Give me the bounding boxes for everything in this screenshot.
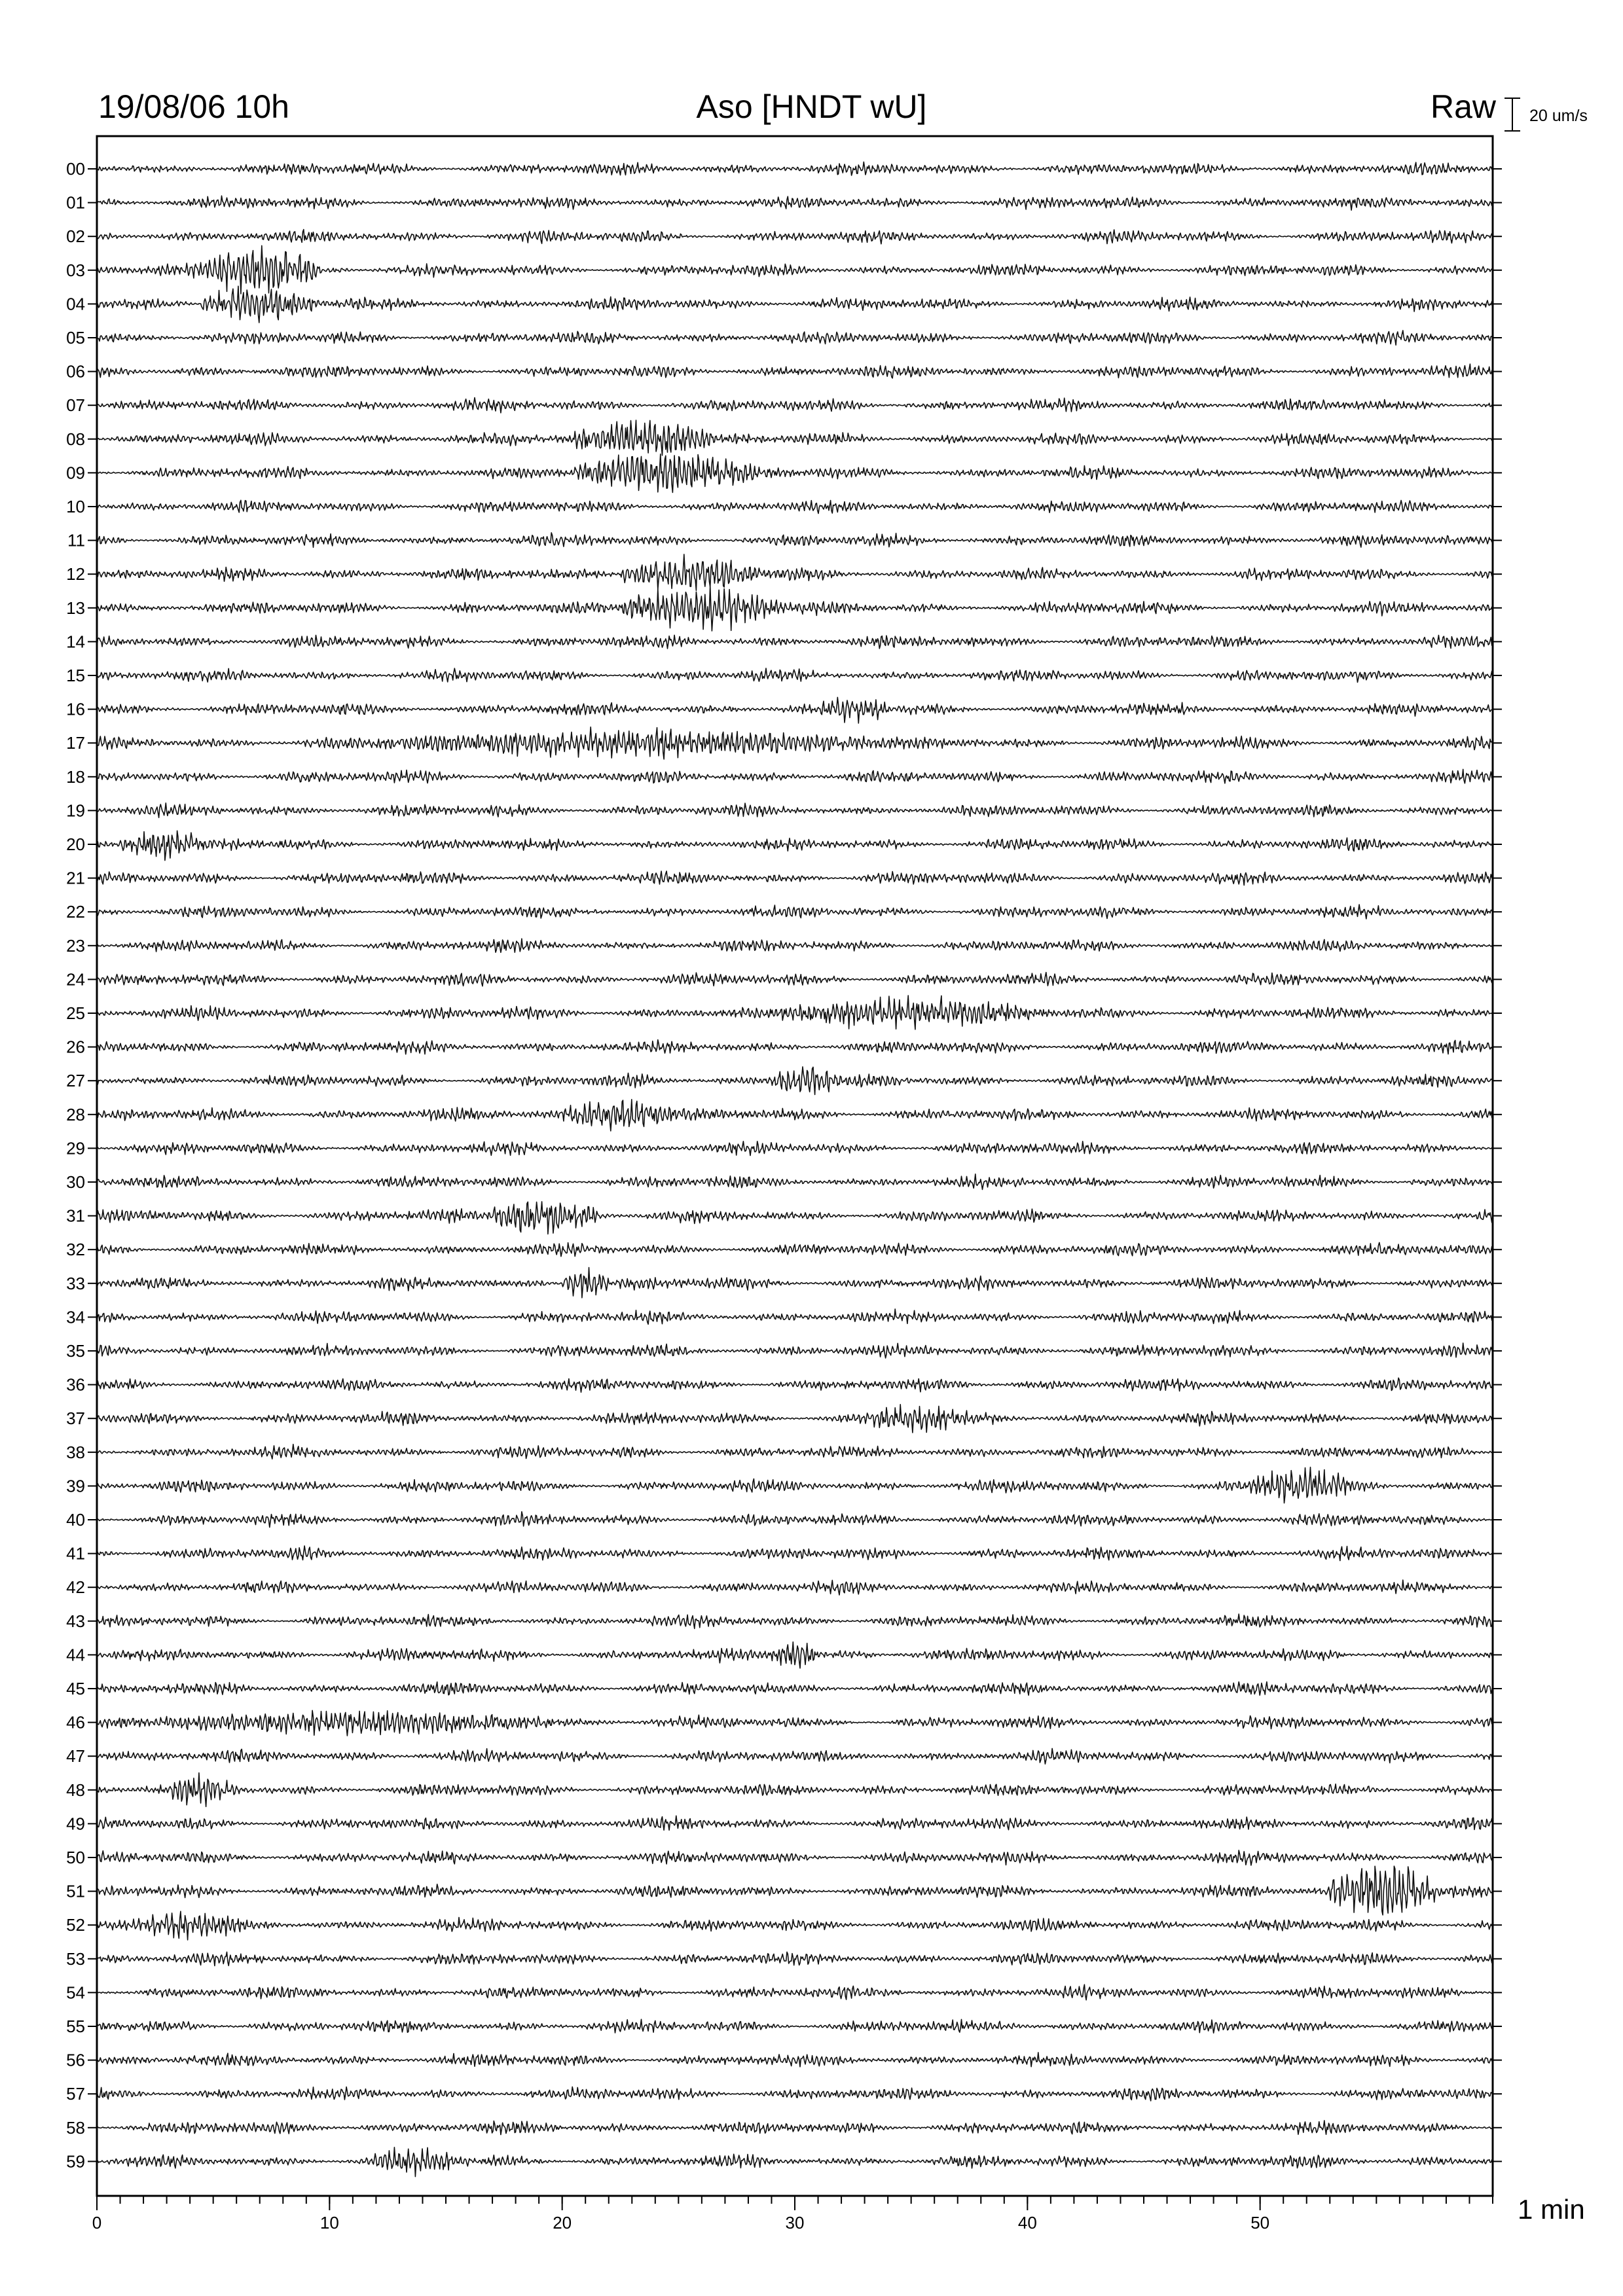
trace-59: [97, 2147, 1493, 2177]
row-label: 15: [66, 666, 85, 685]
row-label: 43: [66, 1611, 85, 1631]
trace-09: [97, 454, 1493, 493]
trace-29: [97, 1141, 1493, 1156]
trace-07: [97, 398, 1493, 413]
row-label: 51: [66, 1881, 85, 1901]
row-label: 46: [66, 1712, 85, 1732]
trace-31: [97, 1202, 1493, 1234]
row-label: 37: [66, 1408, 85, 1429]
row-label: 41: [66, 1543, 85, 1564]
trace-38: [97, 1444, 1493, 1459]
row-label: 59: [66, 2151, 85, 2172]
scale-bar: [1504, 98, 1520, 131]
row-label: 05: [66, 328, 85, 348]
trace-00: [97, 162, 1493, 175]
trace-23: [97, 939, 1493, 952]
trace-49: [97, 1816, 1493, 1830]
row-label: 11: [67, 530, 85, 550]
row-label: 50: [66, 1848, 85, 1867]
trace-37: [97, 1405, 1493, 1433]
row-label: 33: [66, 1273, 85, 1293]
trace-40: [97, 1512, 1493, 1528]
row-label: 35: [66, 1341, 85, 1361]
row-label: 07: [66, 395, 85, 416]
trace-14: [97, 635, 1493, 649]
trace-58: [97, 2121, 1493, 2135]
row-label: 34: [66, 1307, 85, 1327]
row-label: 10: [66, 497, 85, 516]
row-label: 31: [66, 1206, 85, 1226]
row-label: 40: [66, 1510, 85, 1530]
row-label: 32: [66, 1240, 85, 1260]
trace-33: [97, 1268, 1493, 1298]
trace-28: [97, 1100, 1493, 1131]
row-label: 18: [66, 766, 85, 787]
row-label: 17: [66, 733, 85, 753]
row-label: 26: [66, 1037, 85, 1057]
row-label: 47: [66, 1746, 85, 1767]
trace-46: [97, 1710, 1493, 1736]
trace-56: [97, 2053, 1493, 2067]
trace-20: [97, 831, 1493, 860]
row-label: 04: [66, 294, 85, 314]
row-label: 30: [66, 1172, 85, 1192]
row-label: 54: [66, 1982, 85, 2003]
trace-03: [97, 245, 1493, 294]
row-label: 42: [66, 1577, 85, 1598]
trace-25: [97, 996, 1493, 1030]
row-label: 45: [66, 1679, 85, 1698]
row-label: 21: [66, 868, 85, 888]
row-label: 56: [66, 2050, 85, 2070]
trace-42: [97, 1580, 1493, 1595]
row-label: 20: [66, 834, 85, 854]
trace-45: [97, 1682, 1493, 1696]
trace-22: [97, 905, 1493, 919]
trace-16: [97, 697, 1493, 723]
trace-30: [97, 1174, 1493, 1190]
x-tick-label: 50: [1250, 2213, 1270, 2233]
trace-group: [97, 162, 1493, 2176]
row-label: 13: [66, 598, 85, 618]
row-label: 03: [66, 260, 85, 280]
trace-12: [97, 554, 1493, 590]
trace-43: [97, 1614, 1493, 1628]
row-label: 28: [66, 1104, 85, 1124]
plot-datetime: 19/08/06 10h: [98, 88, 289, 125]
trace-01: [97, 196, 1493, 210]
row-label: 22: [66, 902, 85, 922]
row-label: 23: [66, 935, 85, 956]
trace-47: [97, 1748, 1493, 1764]
row-label: 24: [66, 969, 85, 990]
row-label: 58: [66, 2117, 85, 2138]
trace-54: [97, 1984, 1493, 2000]
row-label: 29: [66, 1138, 85, 1158]
trace-15: [97, 668, 1493, 683]
trace-48: [97, 1773, 1493, 1807]
row-label: 38: [66, 1442, 85, 1462]
trace-52: [97, 1911, 1493, 1940]
trace-36: [97, 1378, 1493, 1392]
row-label: 49: [66, 1814, 85, 1834]
trace-50: [97, 1850, 1493, 1865]
trace-17: [97, 727, 1493, 759]
row-label: 39: [66, 1476, 85, 1496]
x-tick-label: 10: [319, 2213, 339, 2233]
row-label: 57: [66, 2084, 85, 2104]
x-tick-label: 40: [1017, 2213, 1037, 2233]
row-label: 09: [66, 463, 85, 483]
x-tick-label: 30: [785, 2213, 805, 2233]
row-label: 16: [66, 699, 85, 719]
trace-21: [97, 871, 1493, 886]
trace-11: [97, 533, 1493, 547]
plot-title: Aso [HNDT wU]: [696, 88, 927, 125]
trace-18: [97, 769, 1493, 783]
plot-mode-label: Raw: [1431, 88, 1497, 125]
trace-41: [97, 1546, 1493, 1561]
trace-51: [97, 1866, 1493, 1915]
trace-02: [97, 230, 1493, 244]
x-tick-label: 0: [92, 2213, 102, 2233]
trace-35: [97, 1343, 1493, 1358]
row-label: 12: [66, 564, 85, 584]
scale-bar-label: 20 um/s: [1529, 107, 1588, 125]
row-label: 48: [66, 1780, 85, 1800]
trace-44: [97, 1642, 1493, 1668]
x-tick-label: 20: [553, 2213, 572, 2233]
trace-57: [97, 2087, 1493, 2100]
trace-26: [97, 1040, 1493, 1054]
trace-55: [97, 2019, 1493, 2033]
trace-06: [97, 364, 1493, 378]
row-label: 14: [66, 632, 85, 652]
trace-32: [97, 1242, 1493, 1256]
row-label: 25: [66, 1003, 85, 1023]
row-label: 00: [66, 159, 85, 179]
trace-04: [97, 286, 1493, 323]
trace-34: [97, 1309, 1493, 1324]
row-label: 08: [66, 429, 85, 449]
row-label: 44: [66, 1645, 85, 1665]
row-label: 27: [66, 1071, 85, 1091]
trace-24: [97, 973, 1493, 986]
trace-27: [97, 1067, 1493, 1095]
row-label: 02: [66, 226, 85, 247]
trace-08: [97, 420, 1493, 456]
trace-53: [97, 1952, 1493, 1965]
x-axis-label: 1 min: [1518, 2194, 1585, 2225]
row-label: 36: [66, 1374, 85, 1395]
trace-13: [97, 586, 1493, 632]
trace-10: [97, 500, 1493, 513]
row-label: 55: [66, 2017, 85, 2036]
plot-frame: [97, 136, 1493, 2196]
row-label: 19: [66, 800, 85, 821]
row-label: 53: [66, 1948, 85, 1969]
trace-05: [97, 331, 1493, 345]
trace-19: [97, 803, 1493, 817]
row-label: 01: [66, 192, 85, 213]
row-label: 06: [66, 361, 85, 382]
row-label: 52: [66, 1915, 85, 1935]
trace-39: [97, 1467, 1493, 1503]
